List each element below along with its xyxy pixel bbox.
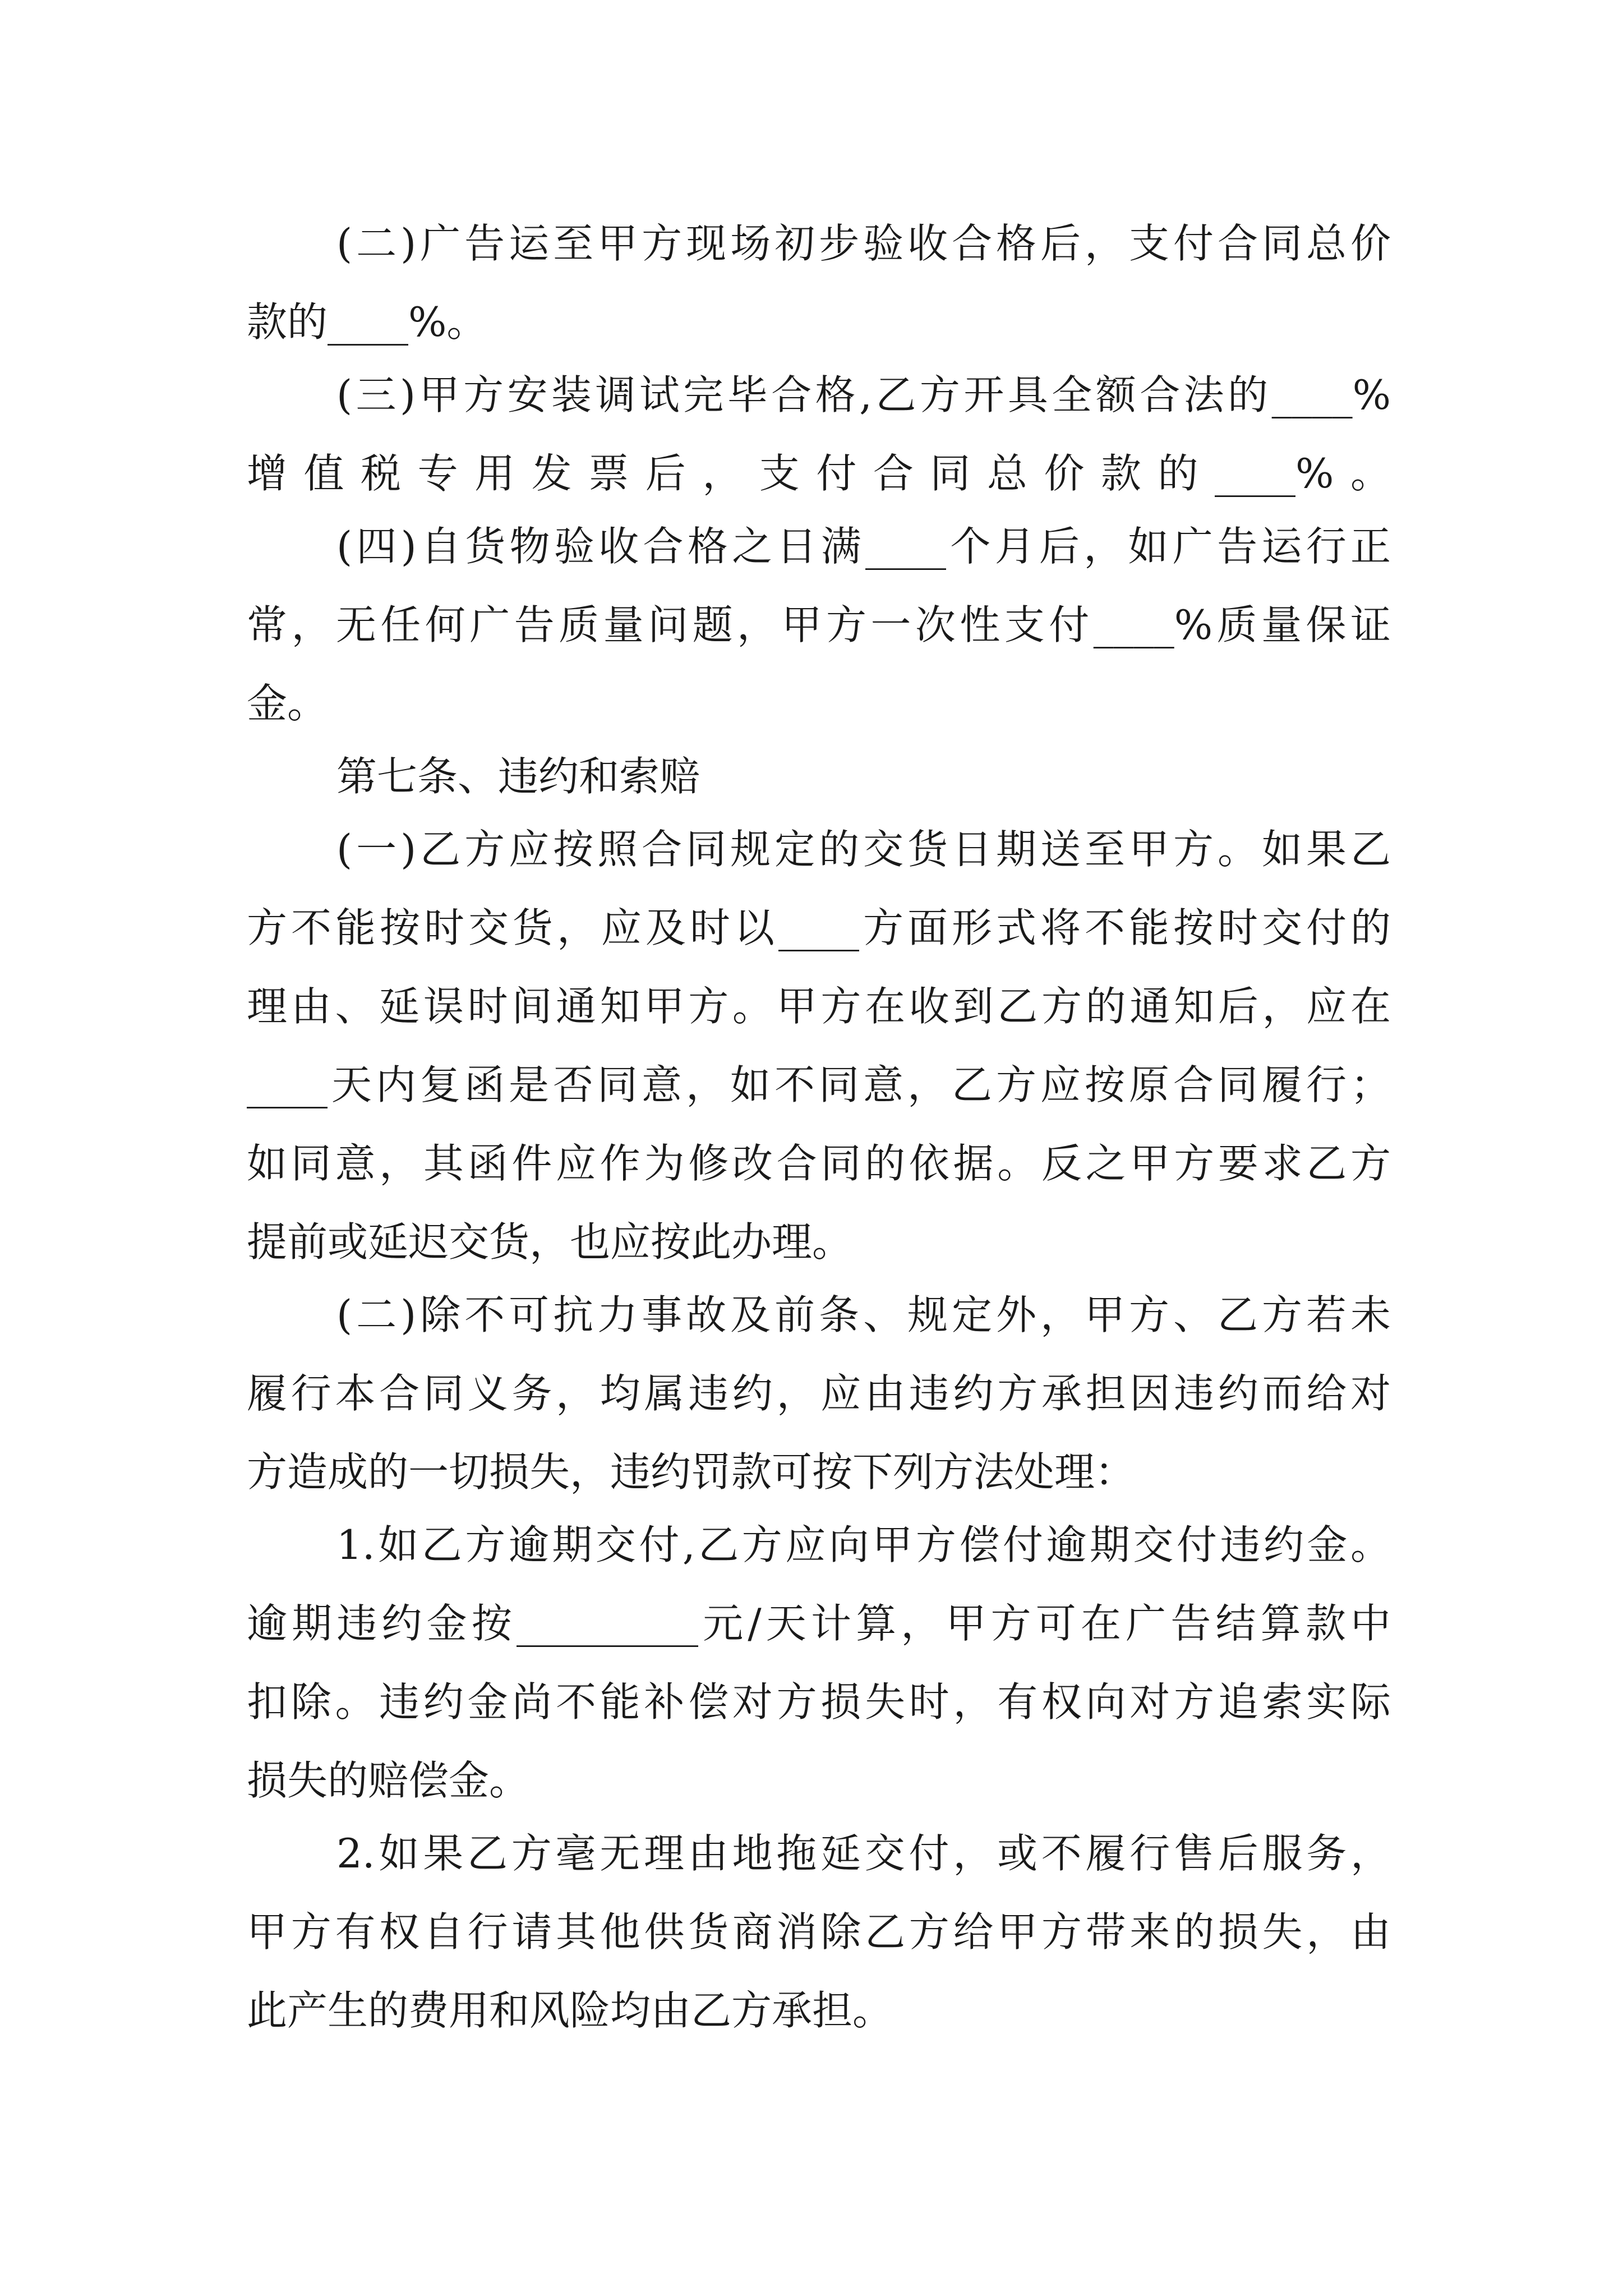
paragraph-line: 常，无任何广告质量问题，甲方一次性支付____%质量保证 bbox=[247, 601, 1391, 648]
section-heading: 第七条、违约和索赔 bbox=[336, 753, 700, 800]
paragraph-line: (二)除不可抗力事故及前条、规定外，甲方、乙方若未 bbox=[336, 1291, 1391, 1338]
paragraph-line: 金。 bbox=[247, 680, 328, 727]
paragraph-line: 损失的赔偿金。 bbox=[247, 1757, 530, 1804]
paragraph-line: 方不能按时交货，应及时以____方面形式将不能按时交付的 bbox=[247, 904, 1391, 951]
paragraph-line: 增值税专用发票后，支付合同总价款的____%。 bbox=[247, 450, 1391, 497]
paragraph-line: 理由、延误时间通知甲方。甲方在收到乙方的通知后，应在 bbox=[247, 983, 1391, 1030]
paragraph-line: (二)广告运至甲方现场初步验收合格后，支付合同总价 bbox=[336, 220, 1391, 267]
paragraph-line: 提前或延迟交货，也应按此办理。 bbox=[247, 1218, 853, 1266]
paragraph-line: 款的____%。 bbox=[247, 298, 487, 346]
paragraph-line: 扣除。违约金尚不能补偿对方损失时，有权向对方追索实际 bbox=[247, 1678, 1391, 1726]
paragraph-line: ____天内复函是否同意，如不同意，乙方应按原合同履行； bbox=[247, 1061, 1391, 1108]
paragraph-line: 方造成的一切损失，违约罚款可按下列方法处理： bbox=[247, 1448, 1136, 1496]
paragraph-line: 2.如果乙方毫无理由地拖延交付，或不履行售后服务， bbox=[336, 1830, 1391, 1877]
paragraph-line: 甲方有权自行请其他供货商消除乙方给甲方带来的损失，由 bbox=[247, 1908, 1391, 1955]
paragraph-line: 逾期违约金按_________元/天计算，甲方可在广告结算款中 bbox=[247, 1600, 1391, 1647]
paragraph-line: (三)甲方安装调试完毕合格,乙方开具全额合法的____% bbox=[336, 371, 1391, 418]
paragraph-line: 履行本合同义务，均属违约，应由违约方承担因违约而给对 bbox=[247, 1370, 1391, 1417]
paragraph-line: (一)乙方应按照合同规定的交货日期送至甲方。如果乙 bbox=[336, 826, 1391, 873]
paragraph-line: (四)自货物验收合格之日满____个月后，如广告运行正 bbox=[336, 523, 1391, 570]
paragraph-line: 1.如乙方逾期交付,乙方应向甲方偿付逾期交付违约金。 bbox=[336, 1521, 1391, 1568]
paragraph-line: 如同意，其函件应作为修改合同的依据。反之甲方要求乙方 bbox=[247, 1140, 1391, 1187]
paragraph-line: 此产生的费用和风险均由乙方承担。 bbox=[247, 1987, 893, 2034]
